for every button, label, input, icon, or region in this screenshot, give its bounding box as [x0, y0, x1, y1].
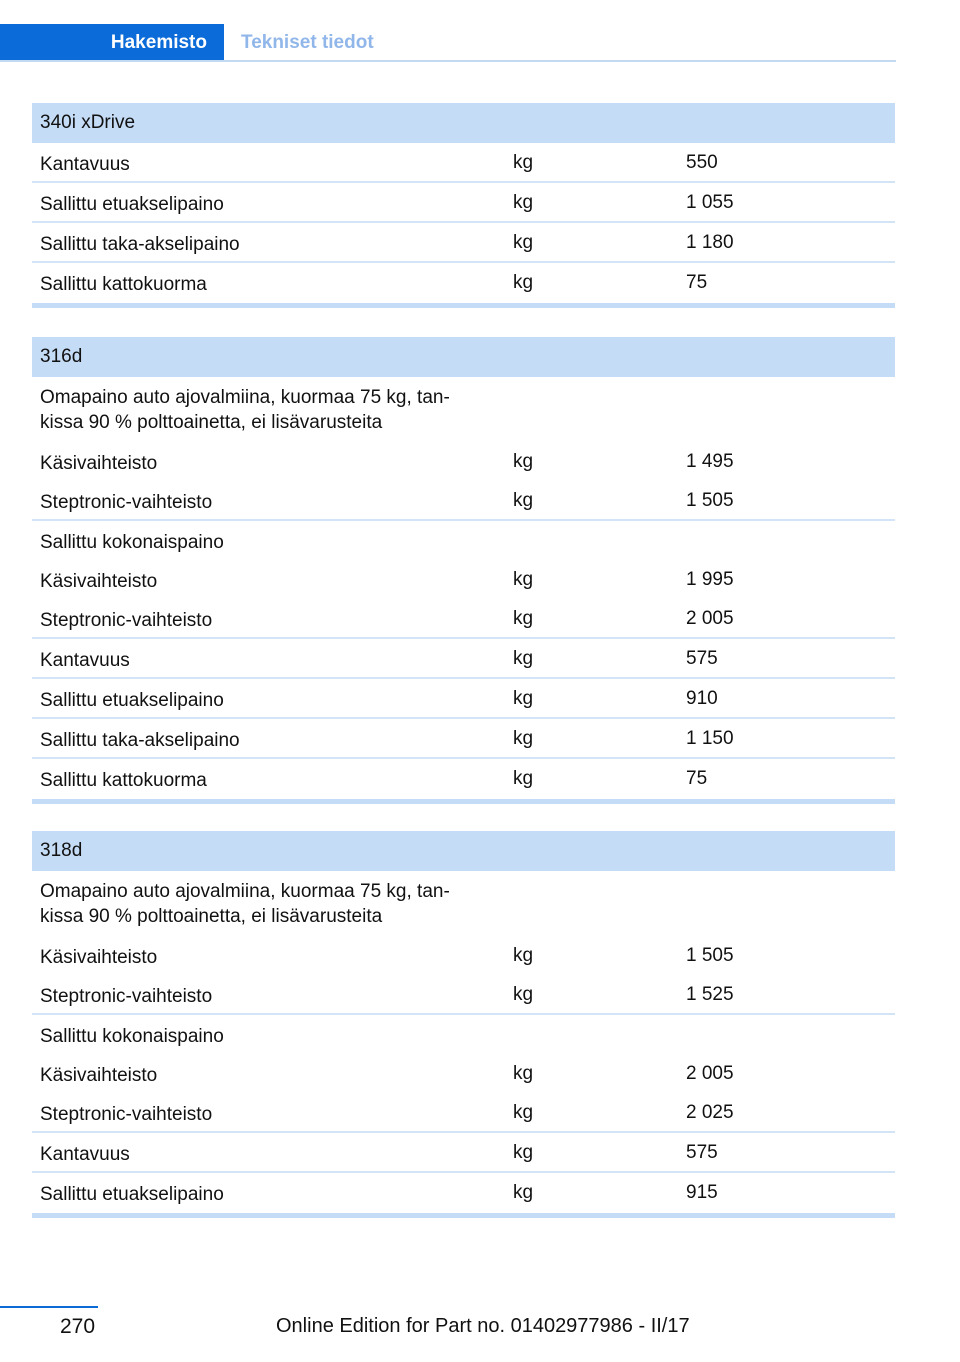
- table-row: [32, 759, 895, 799]
- row-label: Sallittu etuakselipaino: [40, 690, 224, 711]
- row-unit: kg: [513, 648, 534, 669]
- row-unit: kg: [513, 192, 534, 213]
- row-label: Kantavuus: [40, 650, 130, 671]
- row-label: Käsivaihteisto: [40, 947, 158, 968]
- row-value: 1 525: [686, 984, 734, 1005]
- table-row: [32, 521, 895, 560]
- row-unit: kg: [513, 569, 534, 590]
- spec-table-316d: [32, 337, 895, 804]
- row-value: 550: [686, 152, 718, 173]
- row-label: Sallittu kokonaispaino: [40, 1026, 224, 1047]
- row-value: 575: [686, 1142, 718, 1163]
- row-value: 1 150: [686, 728, 734, 749]
- table-row: [32, 719, 895, 759]
- row-label: Steptronic-vaihteisto: [40, 492, 213, 513]
- row-unit: kg: [513, 232, 534, 253]
- row-value: 1 495: [686, 451, 734, 472]
- row-label: Steptronic-vaihteisto: [40, 610, 213, 631]
- table-row: [32, 481, 895, 521]
- row-unit: kg: [513, 272, 534, 293]
- row-value: 1 995: [686, 569, 734, 590]
- table-row: [32, 223, 895, 263]
- table-row: [32, 143, 895, 183]
- spec-table-340i-xdrive: [32, 103, 895, 308]
- row-label: Käsivaihteisto: [40, 453, 158, 474]
- weight-note: Omapaino auto ajovalmiina, kuormaa 75 kg, tan- kissa 90 % polttoainetta, ei lisävarusteita: [40, 881, 450, 927]
- row-unit: kg: [513, 1063, 534, 1084]
- row-unit: kg: [513, 451, 534, 472]
- row-value: 910: [686, 688, 718, 709]
- row-label: Sallittu kattokuorma: [40, 770, 207, 791]
- tab-tekniset-tiedot[interactable]: Tekniset tiedot: [241, 32, 374, 53]
- row-unit: kg: [513, 728, 534, 749]
- table-row: [32, 1173, 895, 1213]
- table-row: [32, 1093, 895, 1133]
- row-unit: kg: [513, 984, 534, 1005]
- row-unit: kg: [513, 152, 534, 173]
- row-value: 75: [686, 768, 708, 789]
- row-unit: kg: [513, 945, 534, 966]
- row-value: 575: [686, 648, 718, 669]
- row-unit: kg: [513, 608, 534, 629]
- weight-note: Omapaino auto ajovalmiina, kuormaa 75 kg, tan- kissa 90 % polttoainetta, ei lisävarusteita: [40, 387, 450, 433]
- page-number: 270: [60, 1315, 96, 1338]
- row-value: 75: [686, 272, 708, 293]
- table-row: [32, 975, 895, 1015]
- row-unit: kg: [513, 768, 534, 789]
- row-label: Sallittu kattokuorma: [40, 274, 207, 295]
- table-end-rule: [32, 303, 895, 308]
- row-value: 1 180: [686, 232, 734, 253]
- row-label: Käsivaihteisto: [40, 571, 158, 592]
- table-row: [32, 639, 895, 679]
- table-note-row: [32, 871, 895, 936]
- footer-accent-line: [0, 1306, 98, 1308]
- row-value: 2 005: [686, 1063, 734, 1084]
- row-label: Kantavuus: [40, 154, 130, 175]
- row-value: 915: [686, 1182, 718, 1203]
- table-row: [32, 263, 895, 303]
- table-row: [32, 936, 895, 975]
- row-label: Sallittu taka-akselipaino: [40, 730, 240, 751]
- table-title: 316d: [32, 337, 895, 377]
- table-row: [32, 1133, 895, 1173]
- row-label: Sallittu etuakselipaino: [40, 1184, 224, 1205]
- table-end-rule: [32, 1213, 895, 1218]
- row-value: 1 505: [686, 490, 734, 511]
- header-bar: [0, 24, 896, 62]
- table-note-row: [32, 377, 895, 442]
- row-unit: kg: [513, 1142, 534, 1163]
- table-row: [32, 599, 895, 639]
- row-label: Käsivaihteisto: [40, 1065, 158, 1086]
- table-title: 318d: [32, 831, 895, 871]
- tab-hakemisto[interactable]: Hakemisto: [0, 24, 224, 62]
- table-end-rule: [32, 799, 895, 804]
- table-row: [32, 442, 895, 481]
- table-row: [32, 560, 895, 599]
- row-label: Steptronic-vaihteisto: [40, 986, 213, 1007]
- table-row: [32, 1015, 895, 1054]
- header-divider: [0, 60, 896, 62]
- edition-label: Online Edition for Part no. 01402977986 - II/17: [276, 1315, 690, 1337]
- row-value: 2 025: [686, 1102, 734, 1123]
- row-unit: kg: [513, 490, 534, 511]
- table-row: [32, 679, 895, 719]
- table-row: [32, 183, 895, 223]
- row-label: Steptronic-vaihteisto: [40, 1104, 213, 1125]
- row-value: 1 505: [686, 945, 734, 966]
- table-title: 340i xDrive: [32, 103, 895, 143]
- table-row: [32, 1054, 895, 1093]
- row-unit: kg: [513, 1102, 534, 1123]
- row-label: Sallittu etuakselipaino: [40, 194, 224, 215]
- row-unit: kg: [513, 1182, 534, 1203]
- spec-table-318d: [32, 831, 895, 1218]
- row-unit: kg: [513, 688, 534, 709]
- row-value: 1 055: [686, 192, 734, 213]
- row-label: Sallittu taka-akselipaino: [40, 234, 240, 255]
- row-label: Sallittu kokonaispaino: [40, 532, 224, 553]
- row-label: Kantavuus: [40, 1144, 130, 1165]
- row-value: 2 005: [686, 608, 734, 629]
